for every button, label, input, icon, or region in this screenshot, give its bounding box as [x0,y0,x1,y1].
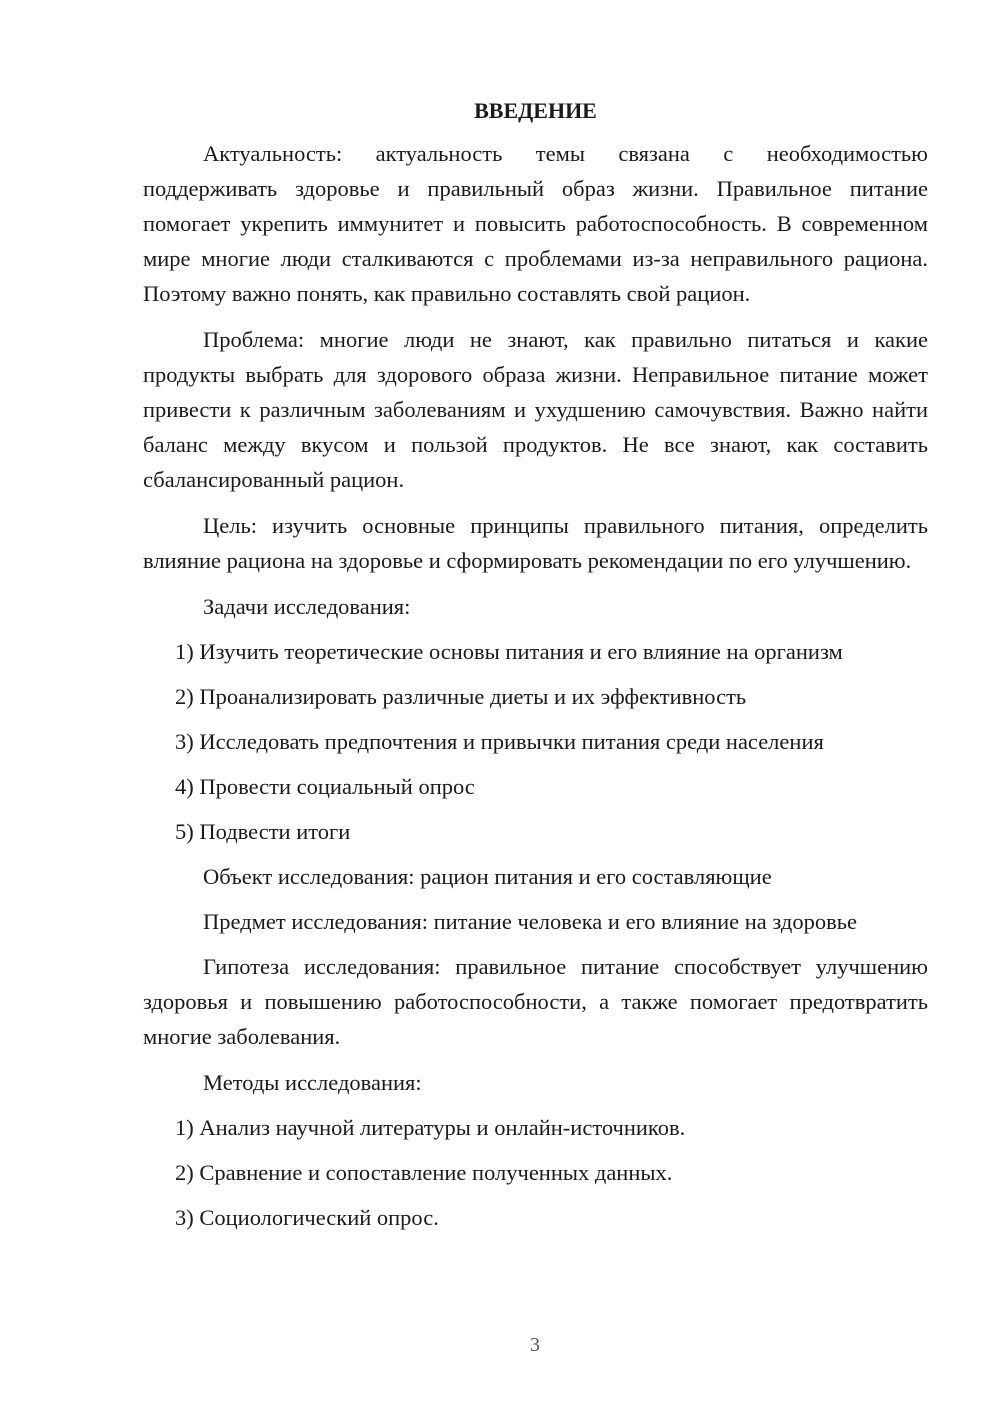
relevance-paragraph: Актуальность: актуальность темы связана с необходимостью поддерживать здоровье и правильный образ жизни. Правильное питание помогает укрепить иммунитет и повысить работоспособность. В современном мире многие люди сталкиваются с проблемами из-за неправильного рациона. Поэтому важно понять, как правильно составлять свой рацион. [143,141,928,306]
tasks-heading: Задачи исследования: [203,594,411,619]
method-item-3: 3) Социологический опрос. [175,1205,439,1230]
method-item-2: 2) Сравнение и сопоставление полученных данных. [175,1160,673,1185]
task-item-1: 1) Изучить теоретические основы питания и его влияние на организм [175,639,843,664]
task-item-3: 3) Исследовать предпочтения и привычки питания среди населения [175,729,824,754]
task-item-4: 4) Провести социальный опрос [175,774,475,799]
task-item-2: 2) Проанализировать различные диеты и их эффективность [175,684,747,709]
task-item-5: 5) Подвести итоги [175,819,351,844]
research-subject: Предмет исследования: питание человека и его влияние на здоровье [203,909,857,934]
page-number: 3 [530,1334,540,1356]
problem-paragraph: Проблема: многие люди не знают, как правильно питаться и какие продукты выбрать для здорового образа жизни. Неправильное питание может привести к различным заболеваниям и ухудшению самочувствия. Важно найти баланс между вкусом и пользой продуктов. Не все знают, как составить сбалансированный рацион. [143,327,928,492]
page-content [143,96,928,1245]
hypothesis-paragraph: Гипотеза исследования: правильное питание способствует улучшению здоровья и повышению работоспособности, а также помогает предотвратить многие заболевания. [143,954,928,1049]
goal-paragraph: Цель: изучить основные принципы правильного питания, определить влияние рациона на здоровье и сформировать рекомендации по его улучшению. [143,513,928,573]
methods-heading: Методы исследования: [203,1070,422,1095]
page-title: ВВЕДЕНИЕ [474,98,597,123]
research-object: Объект исследования: рацион питания и его составляющие [203,864,772,889]
method-item-1: 1) Анализ научной литературы и онлайн-источников. [175,1115,686,1140]
